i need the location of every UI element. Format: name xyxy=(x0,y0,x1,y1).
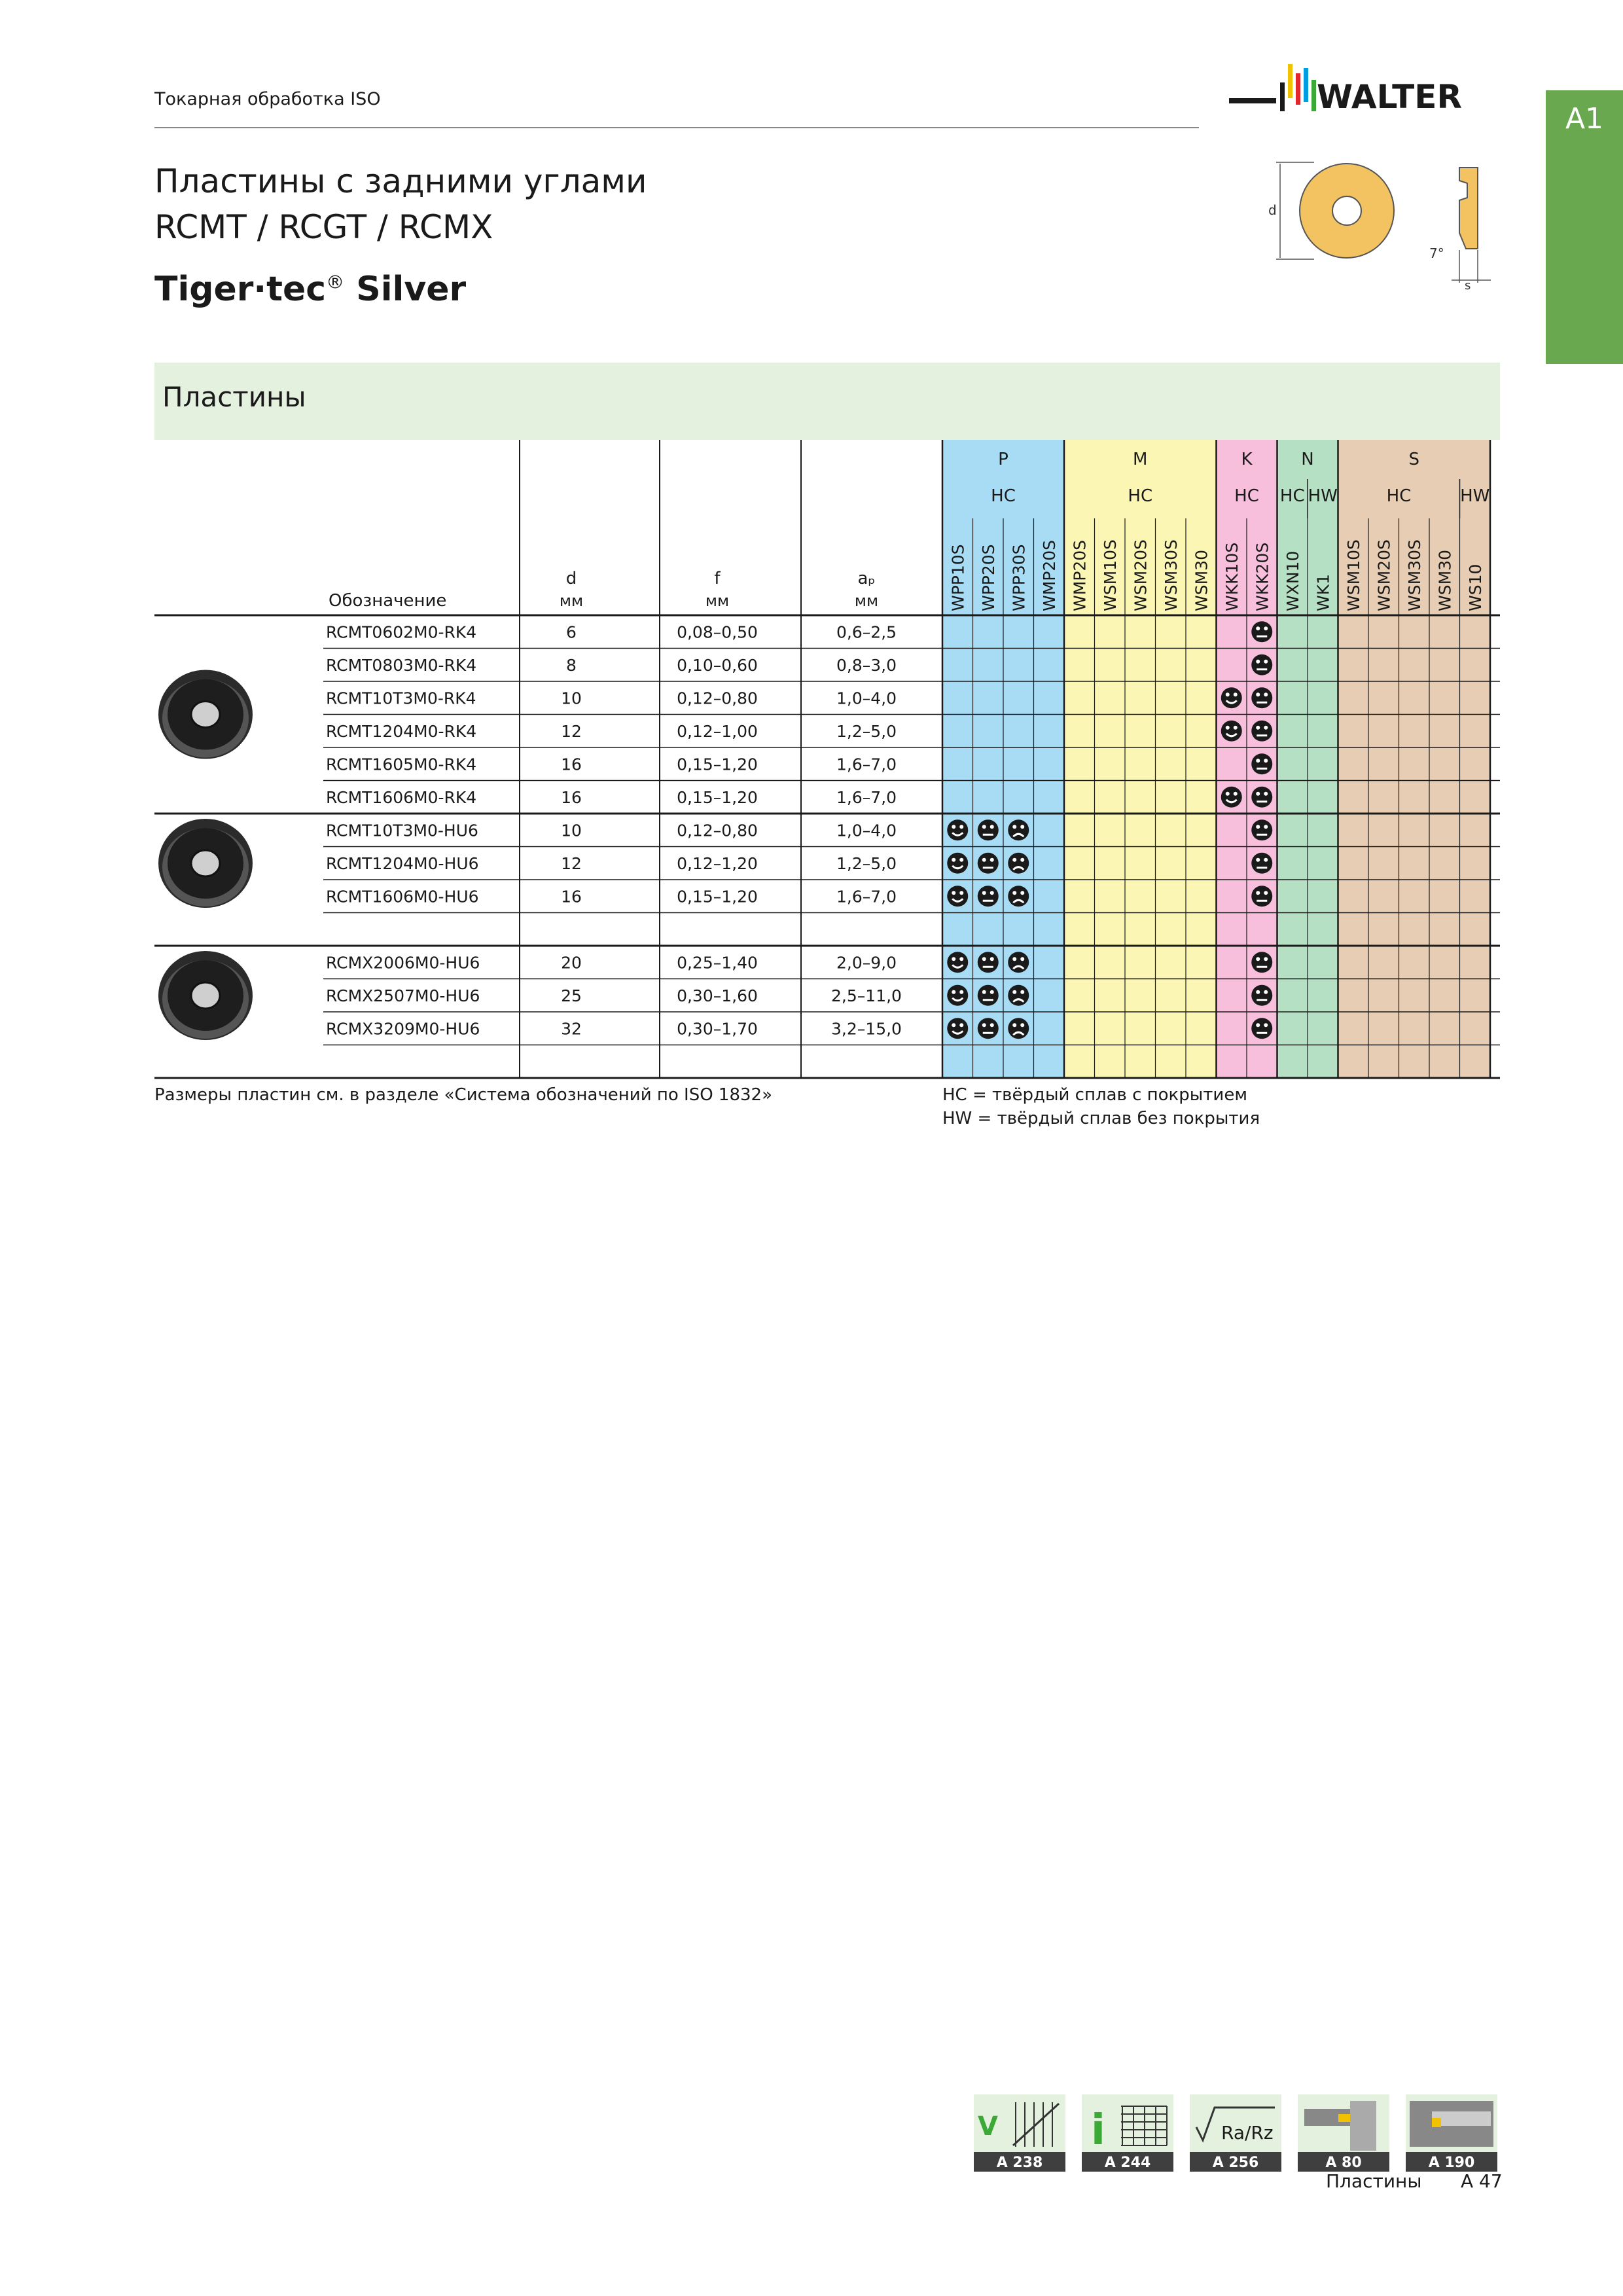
f-cell: 0,10–0,60 xyxy=(677,655,758,675)
application-icon xyxy=(1008,1018,1029,1039)
svg-text:A 256: A 256 xyxy=(1212,2155,1259,2171)
ap-cell: 3,2–15,0 xyxy=(831,1019,902,1039)
application-icon xyxy=(1008,985,1029,1006)
application-icon xyxy=(1251,1018,1272,1039)
footnote-hc: HC = твёрдый сплав с покрытием xyxy=(942,1085,1247,1105)
svg-text:7°: 7° xyxy=(1429,245,1444,261)
application-icon xyxy=(978,886,999,906)
ap-cell: 1,6–7,0 xyxy=(836,755,897,774)
grade-label: WSM30S xyxy=(1161,539,1181,611)
page-number: A 47 xyxy=(1461,2170,1503,2192)
designation-cell: RCMT1204M0-HU6 xyxy=(326,853,479,873)
svg-text:i: i xyxy=(1091,2106,1105,2155)
designation-cell: RCMT1605M0-RK4 xyxy=(326,755,477,774)
designation-cell: RCMX3209M0-HU6 xyxy=(326,1019,480,1039)
insert-photo xyxy=(158,670,253,759)
ap-cell: 1,2–5,0 xyxy=(836,853,897,873)
svg-text:Ra/Rz: Ra/Rz xyxy=(1221,2122,1274,2144)
f-cell: 0,12–0,80 xyxy=(677,689,758,708)
insert-photo xyxy=(158,951,253,1040)
group-sub-label: HC xyxy=(1279,486,1305,506)
d-cell: 6 xyxy=(566,622,577,642)
application-icon xyxy=(1251,753,1272,774)
section-band xyxy=(154,363,1500,440)
d-cell: 10 xyxy=(561,689,582,708)
designation-cell: RCMT10T3M0-HU6 xyxy=(326,821,478,840)
col-f-label: f xyxy=(714,569,721,588)
group-sub-label: HC xyxy=(1386,486,1412,506)
svg-text:s: s xyxy=(1465,279,1471,293)
application-icon xyxy=(978,819,999,840)
application-icon xyxy=(978,1018,999,1039)
reference-icons xyxy=(974,2094,1501,2173)
grade-label: WSM20S xyxy=(1131,539,1150,611)
boring-bar-icon[interactable] xyxy=(1406,2094,1497,2172)
f-cell: 0,12–1,00 xyxy=(677,721,758,741)
d-cell: 10 xyxy=(561,821,582,840)
application-icon xyxy=(1221,721,1242,742)
footnote-hw: HW = твёрдый сплав без покрытия xyxy=(942,1109,1260,1128)
application-icon xyxy=(1251,853,1272,874)
cutting-speed-icon[interactable] xyxy=(974,2094,1065,2172)
svg-text:d: d xyxy=(1268,202,1277,218)
tab-label: A1 xyxy=(1565,102,1604,135)
grade-label: WSM20S xyxy=(1374,539,1394,611)
grade-label: WKK10S xyxy=(1222,542,1241,611)
grade-label: WKK20S xyxy=(1253,542,1272,611)
tool-holder-icon[interactable] xyxy=(1298,2094,1389,2172)
application-icon xyxy=(947,853,968,874)
ap-cell: 1,6–7,0 xyxy=(836,787,897,807)
page-title-line2: RCMT / RCGT / RCMX xyxy=(154,208,493,246)
f-cell: 0,15–1,20 xyxy=(677,755,758,774)
d-cell: 32 xyxy=(561,1019,582,1039)
group-sub-label: HW xyxy=(1308,486,1338,506)
col-ap-label: aₚ xyxy=(857,569,876,588)
f-cell: 0,15–1,20 xyxy=(677,887,758,906)
section-tab[interactable] xyxy=(1546,90,1623,364)
col-designation-label: Обозначение xyxy=(329,591,447,611)
group-sub-label: HC xyxy=(1128,486,1153,506)
application-icon xyxy=(947,819,968,840)
col-d-label: d xyxy=(565,569,577,588)
grade-label: WSM30 xyxy=(1192,550,1211,611)
ap-cell: 1,2–5,0 xyxy=(836,721,897,741)
application-icon xyxy=(1251,819,1272,840)
designation-cell: RCMT1204M0-RK4 xyxy=(326,721,477,741)
designation-cell: RCMT1606M0-RK4 xyxy=(326,787,477,807)
group-label: K xyxy=(1241,450,1253,469)
ap-cell: 0,8–3,0 xyxy=(836,655,897,675)
grade-label: WS10 xyxy=(1465,564,1485,611)
f-cell: 0,30–1,70 xyxy=(677,1019,758,1039)
application-icon xyxy=(1251,655,1272,675)
grade-label: WSM10S xyxy=(1344,539,1363,611)
designation-cell: RCMT10T3M0-RK4 xyxy=(326,689,476,708)
application-icon xyxy=(978,853,999,874)
application-icon xyxy=(1251,886,1272,906)
designation-cell: RCMT1606M0-HU6 xyxy=(326,887,479,906)
application-icon xyxy=(1251,787,1272,808)
ap-cell: 2,0–9,0 xyxy=(836,953,897,973)
info-table-icon[interactable] xyxy=(1082,2094,1173,2172)
insert-diagram xyxy=(1262,154,1497,293)
application-icon xyxy=(978,985,999,1006)
brand-title: Tiger·tec® Silver xyxy=(154,270,467,309)
ap-cell: 1,0–4,0 xyxy=(836,689,897,708)
d-cell: 20 xyxy=(561,953,582,973)
surface-roughness-icon[interactable] xyxy=(1190,2094,1281,2172)
grade-label: WSM30 xyxy=(1435,550,1455,611)
walter-logo xyxy=(1229,60,1501,126)
svg-text:V: V xyxy=(978,2111,998,2142)
logo-text: WALTER xyxy=(1317,78,1462,116)
d-cell: 16 xyxy=(561,787,582,807)
group-sub-label: HC xyxy=(991,486,1016,506)
application-icon xyxy=(947,952,968,973)
application-icon xyxy=(1008,952,1029,973)
group-label: S xyxy=(1408,450,1420,469)
grade-label: WK1 xyxy=(1313,573,1333,611)
grade-label: WMP20S xyxy=(1039,539,1059,611)
d-cell: 16 xyxy=(561,887,582,906)
f-cell: 0,25–1,40 xyxy=(677,953,758,973)
svg-text:A 238: A 238 xyxy=(996,2155,1043,2171)
insert-photo xyxy=(158,819,253,908)
svg-text:A 244: A 244 xyxy=(1104,2155,1151,2171)
d-cell: 25 xyxy=(561,986,582,1005)
designation-cell: RCMT0602M0-RK4 xyxy=(326,622,477,642)
designation-cell: RCMX2507M0-HU6 xyxy=(326,986,480,1005)
group-bg xyxy=(1338,440,1491,1078)
application-icon xyxy=(1251,952,1272,973)
designation-cell: RCMT0803M0-RK4 xyxy=(326,655,477,675)
f-cell: 0,12–1,20 xyxy=(677,853,758,873)
ap-cell: 0,6–2,5 xyxy=(836,622,897,642)
col-d-unit: мм xyxy=(559,592,584,610)
application-icon xyxy=(978,952,999,973)
svg-text:A 190: A 190 xyxy=(1428,2155,1475,2171)
f-cell: 0,12–0,80 xyxy=(677,821,758,840)
application-icon xyxy=(1251,985,1272,1006)
grade-label: WPP10S xyxy=(948,544,968,611)
application-icon xyxy=(1221,787,1242,808)
section-label: Токарная обработка ISO xyxy=(154,89,381,109)
d-cell: 8 xyxy=(566,655,577,675)
f-cell: 0,30–1,60 xyxy=(677,986,758,1005)
footnote-iso: Размеры пластин см. в разделе «Система обозначений по ISO 1832» xyxy=(154,1085,773,1105)
d-cell: 12 xyxy=(561,721,582,741)
col-ap-unit: мм xyxy=(854,592,879,610)
application-icon xyxy=(947,886,968,906)
group-label: N xyxy=(1301,450,1314,469)
f-cell: 0,08–0,50 xyxy=(677,622,758,642)
group-sub-label: HC xyxy=(1234,486,1259,506)
group-sub-label: HW xyxy=(1460,486,1490,506)
grade-label: WPP20S xyxy=(978,544,998,611)
application-icon xyxy=(1008,886,1029,906)
header-rule xyxy=(154,127,1199,128)
grade-label: WPP30S xyxy=(1009,544,1029,611)
group-label: P xyxy=(998,450,1008,469)
d-cell: 12 xyxy=(561,853,582,873)
footer-section: Пластины xyxy=(1326,2170,1422,2192)
application-icon xyxy=(1221,687,1242,708)
col-f-unit: мм xyxy=(705,592,730,610)
application-icon xyxy=(947,1018,968,1039)
application-icon xyxy=(1008,819,1029,840)
grade-label: WSM30S xyxy=(1404,539,1424,611)
grade-label: WMP20S xyxy=(1070,539,1090,611)
grade-label: WSM10S xyxy=(1100,539,1120,611)
group-label: M xyxy=(1133,450,1148,469)
application-icon xyxy=(947,985,968,1006)
ap-cell: 1,0–4,0 xyxy=(836,821,897,840)
d-cell: 16 xyxy=(561,755,582,774)
application-icon xyxy=(1251,721,1272,742)
designation-cell: RCMX2006M0-HU6 xyxy=(326,953,480,973)
application-icon xyxy=(1008,853,1029,874)
svg-text:A 80: A 80 xyxy=(1325,2155,1362,2171)
application-icon xyxy=(1251,687,1272,708)
f-cell: 0,15–1,20 xyxy=(677,787,758,807)
application-icon xyxy=(1251,621,1272,642)
grade-label: WXN10 xyxy=(1283,550,1302,611)
page-title-line1: Пластины с задними углами xyxy=(154,162,647,200)
group-bg xyxy=(1064,440,1217,1078)
insert-table xyxy=(154,440,1500,1094)
ap-cell: 2,5–11,0 xyxy=(831,986,902,1005)
ap-cell: 1,6–7,0 xyxy=(836,887,897,906)
band-label: Пластины xyxy=(162,381,306,413)
